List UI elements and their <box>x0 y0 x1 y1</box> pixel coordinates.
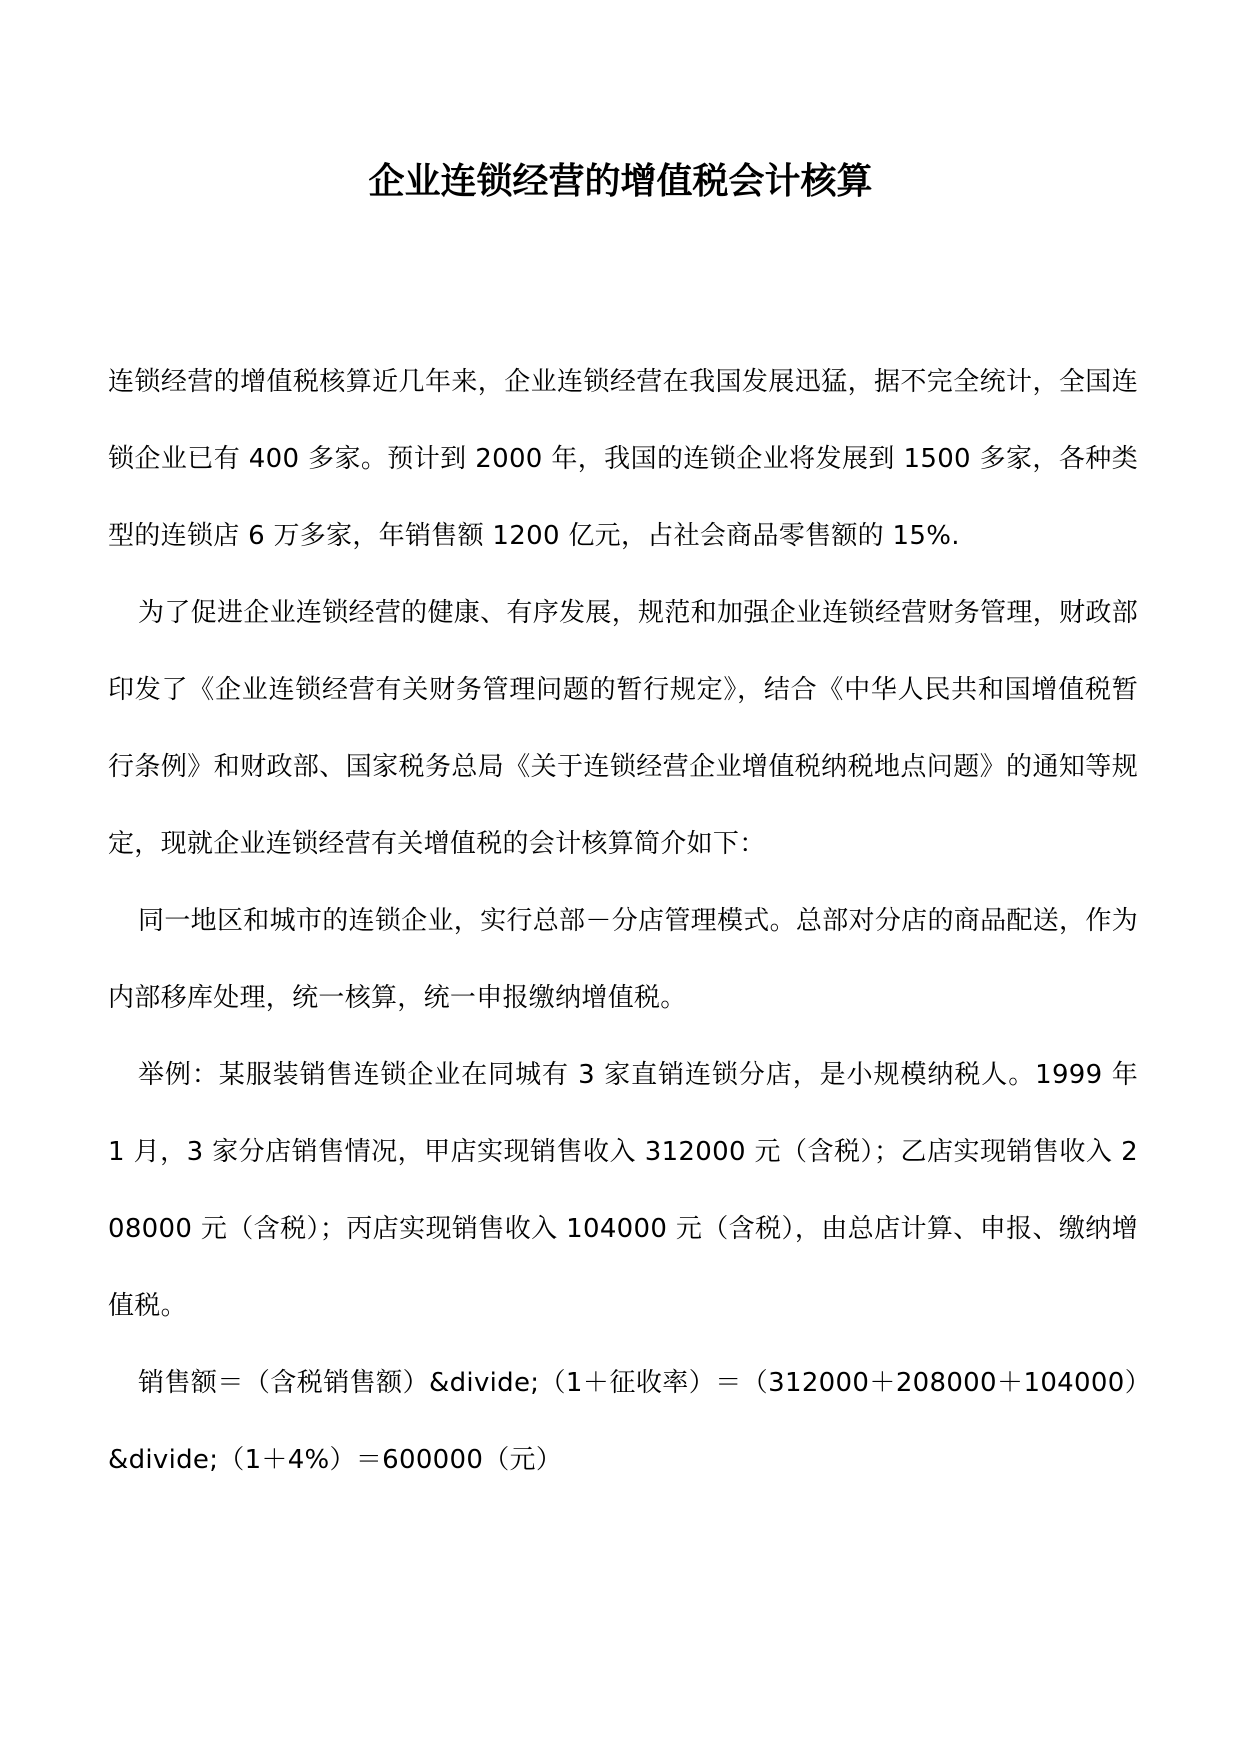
paragraph-same-city: 同一地区和城市的连锁企业，实行总部－分店管理模式。总部对分店的商品配送，作为内部移库处理，统一核算，统一申报缴纳增值税。 <box>108 906 1138 1013</box>
document-title: 企业连锁经营的增值税会计核算 <box>368 161 873 202</box>
paragraph-formula: 销售额＝（含税销售额）&divide;（1＋征收率）＝（312000＋208000＋104000）&divide;（1＋4%）＝600000（元） <box>108 1368 1138 1475</box>
paragraph-regulation: 为了促进企业连锁经营的健康、有序发展，规范和加强企业连锁经营财务管理，财政部印发了《企业连锁经营有关财务管理问题的暂行规定》，结合《中华人民共和国增值税暂行条例》和财政部、国家税务总局《关于连锁经营企业增值税纳税地点问题》的通知等规定，现就企业连锁经营有关增值税的会计核算简介如下： <box>108 598 1138 859</box>
paragraph-intro: 连锁经营的增值税核算近几年来，企业连锁经营在我国发展迅猛，据不完全统计，全国连锁企业已有 400 多家。预计到 2000 年，我国的连锁企业将发展到 1500 多家，各种类型的连锁店 6 万多家，年销售额 1200 亿元，占社会商品零售额的 15%. <box>108 367 1138 551</box>
document-body <box>108 344 1138 1499</box>
paragraph-example: 举例：某服装销售连锁企业在同城有 3 家直销连锁分店，是小规模纳税人。1999 年 1 月，3 家分店销售情况，甲店实现销售收入 312000 元（含税）；乙店实现销售收入 208000 元（含税）；丙店实现销售收入 104000 元（含税），由总店计算、申报、缴纳增值税。 <box>108 1060 1138 1321</box>
